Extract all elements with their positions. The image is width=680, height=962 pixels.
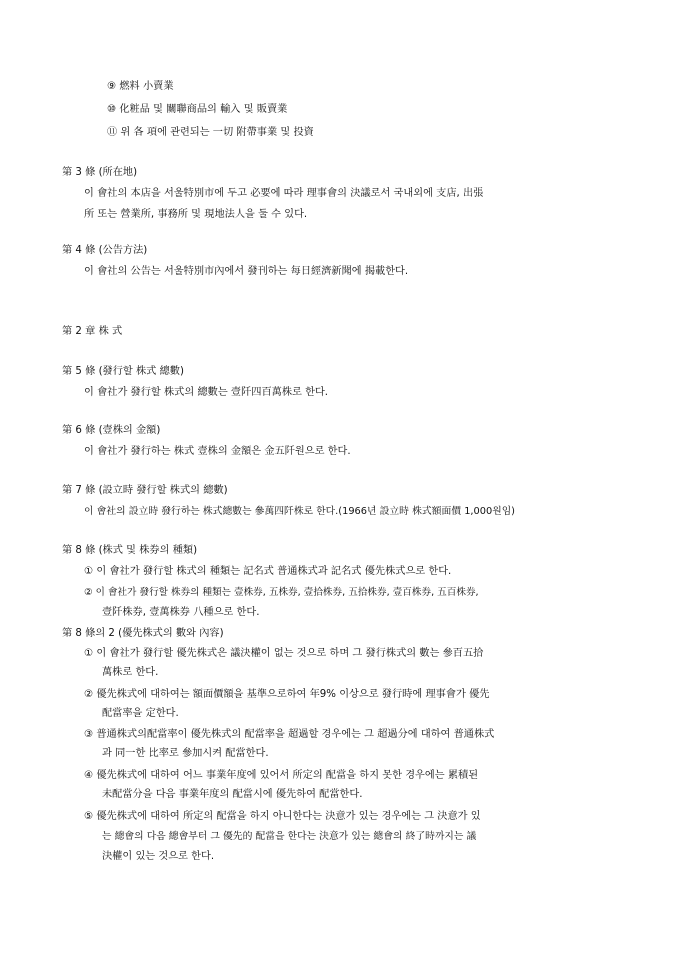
article-8-2-item-3-cont: 과 同一한 比率로 參加시켜 配當한다. [102,748,269,759]
list-item-9: ⑨ 燃料 小賣業 [107,81,174,92]
article-8-item-1: ① 이 會社가 發行할 株式의 種類는 記名式 普通株式과 記名式 優先株式으로 한다. [84,566,452,577]
article-8-2-item-1: ① 이 會社가 發行할 優先株式은 議決權이 없는 것으로 하며 그 發行株式의 數는 參百五拾 [84,648,484,659]
article-8-item-2-cont: 壹阡株券, 壹萬株券 八種으로 한다. [102,607,260,618]
article-3-line-2: 所 또는 營業所, 事務所 및 現地法人을 둘 수 있다. [84,209,308,220]
article-4-title: 第 4 條 (公告方法) [62,245,148,256]
article-8-2-item-5: ⑤ 優先株式에 대하여 所定의 配當을 하지 아니한다는 決意가 있는 경우에는 그 決意가 있 [84,811,481,822]
list-item-10: ⑩ 化粧品 및 關聯商品의 輸入 및 販賣業 [107,104,288,115]
list-item-11: ⑪ 위 各 項에 관련되는 一切 附帶事業 및 投資 [107,127,314,138]
article-4-line-1: 이 會社의 公告는 서울特別市內에서 發刊하는 每日經濟新聞에 揭載한다. [84,266,409,277]
article-8-2-item-2-cont: 配當率을 定한다. [102,708,179,719]
article-8-2-item-2: ② 優先株式에 대하여는 額面價額을 基準으로하여 年9% 이상으로 發行時에 理事會가 優先 [84,689,490,700]
article-8-2-item-1-cont: 萬株로 한다. [102,667,159,678]
article-8-2-item-5-cont-1: 는 總會의 다음 總會부터 그 優先的 配當을 한다는 決意가 있는 總會의 終了時까지는 議 [102,831,477,842]
article-3-title: 第 3 條 (所在地) [62,167,138,178]
article-6-line-1: 이 會社가 發行하는 株式 壹株의 金額은 金五阡원으로 한다. [84,446,351,457]
article-5-title: 第 5 條 (發行할 株式 總數) [62,366,184,377]
article-8-2-item-4: ④ 優先株式에 대하여 어느 事業年度에 있어서 所定의 配當을 하지 못한 경우에는 累積된 [84,770,479,781]
article-8-2-item-3: ③ 普通株式의配當率이 優先株式의 配當率을 超過할 경우에는 그 超過分에 대하여 普通株式 [84,729,495,740]
chapter-2-heading: 第 2 章 株 式 [62,326,123,337]
article-8-2-item-5-cont-2: 決權이 있는 것으로 한다. [102,851,215,862]
article-7-line-1: 이 會社의 設立時 發行하는 株式總數는 參萬四阡株로 한다.(1966년 設立時 株式額面價 1,000원임) [84,506,515,517]
article-5-line-1: 이 會社가 發行할 株式의 總數는 壹阡四百萬株로 한다. [84,387,329,398]
article-8-2-title: 第 8 條의 2 (優先株式의 數와 內容) [62,628,224,639]
article-3-line-1: 이 會社의 本店을 서울特別市에 두고 必要에 따라 理事會의 決議로서 국내외에 支店, 出張 [84,188,484,199]
article-8-item-2: ② 이 會社가 發行할 株券의 種類는 壹株券, 五株券, 壹拾株券, 五拾株券, 壹百株券, 五百株券, [84,587,479,598]
article-7-title: 第 7 條 (設立時 發行할 株式의 總數) [62,485,228,496]
article-6-title: 第 6 條 (壹株의 金額) [62,425,161,436]
article-8-title: 第 8 條 (株式 및 株券의 種類) [62,545,198,556]
article-8-2-item-4-cont: 未配當分을 다음 事業年度의 配當시에 優先하여 配當한다. [102,789,363,800]
